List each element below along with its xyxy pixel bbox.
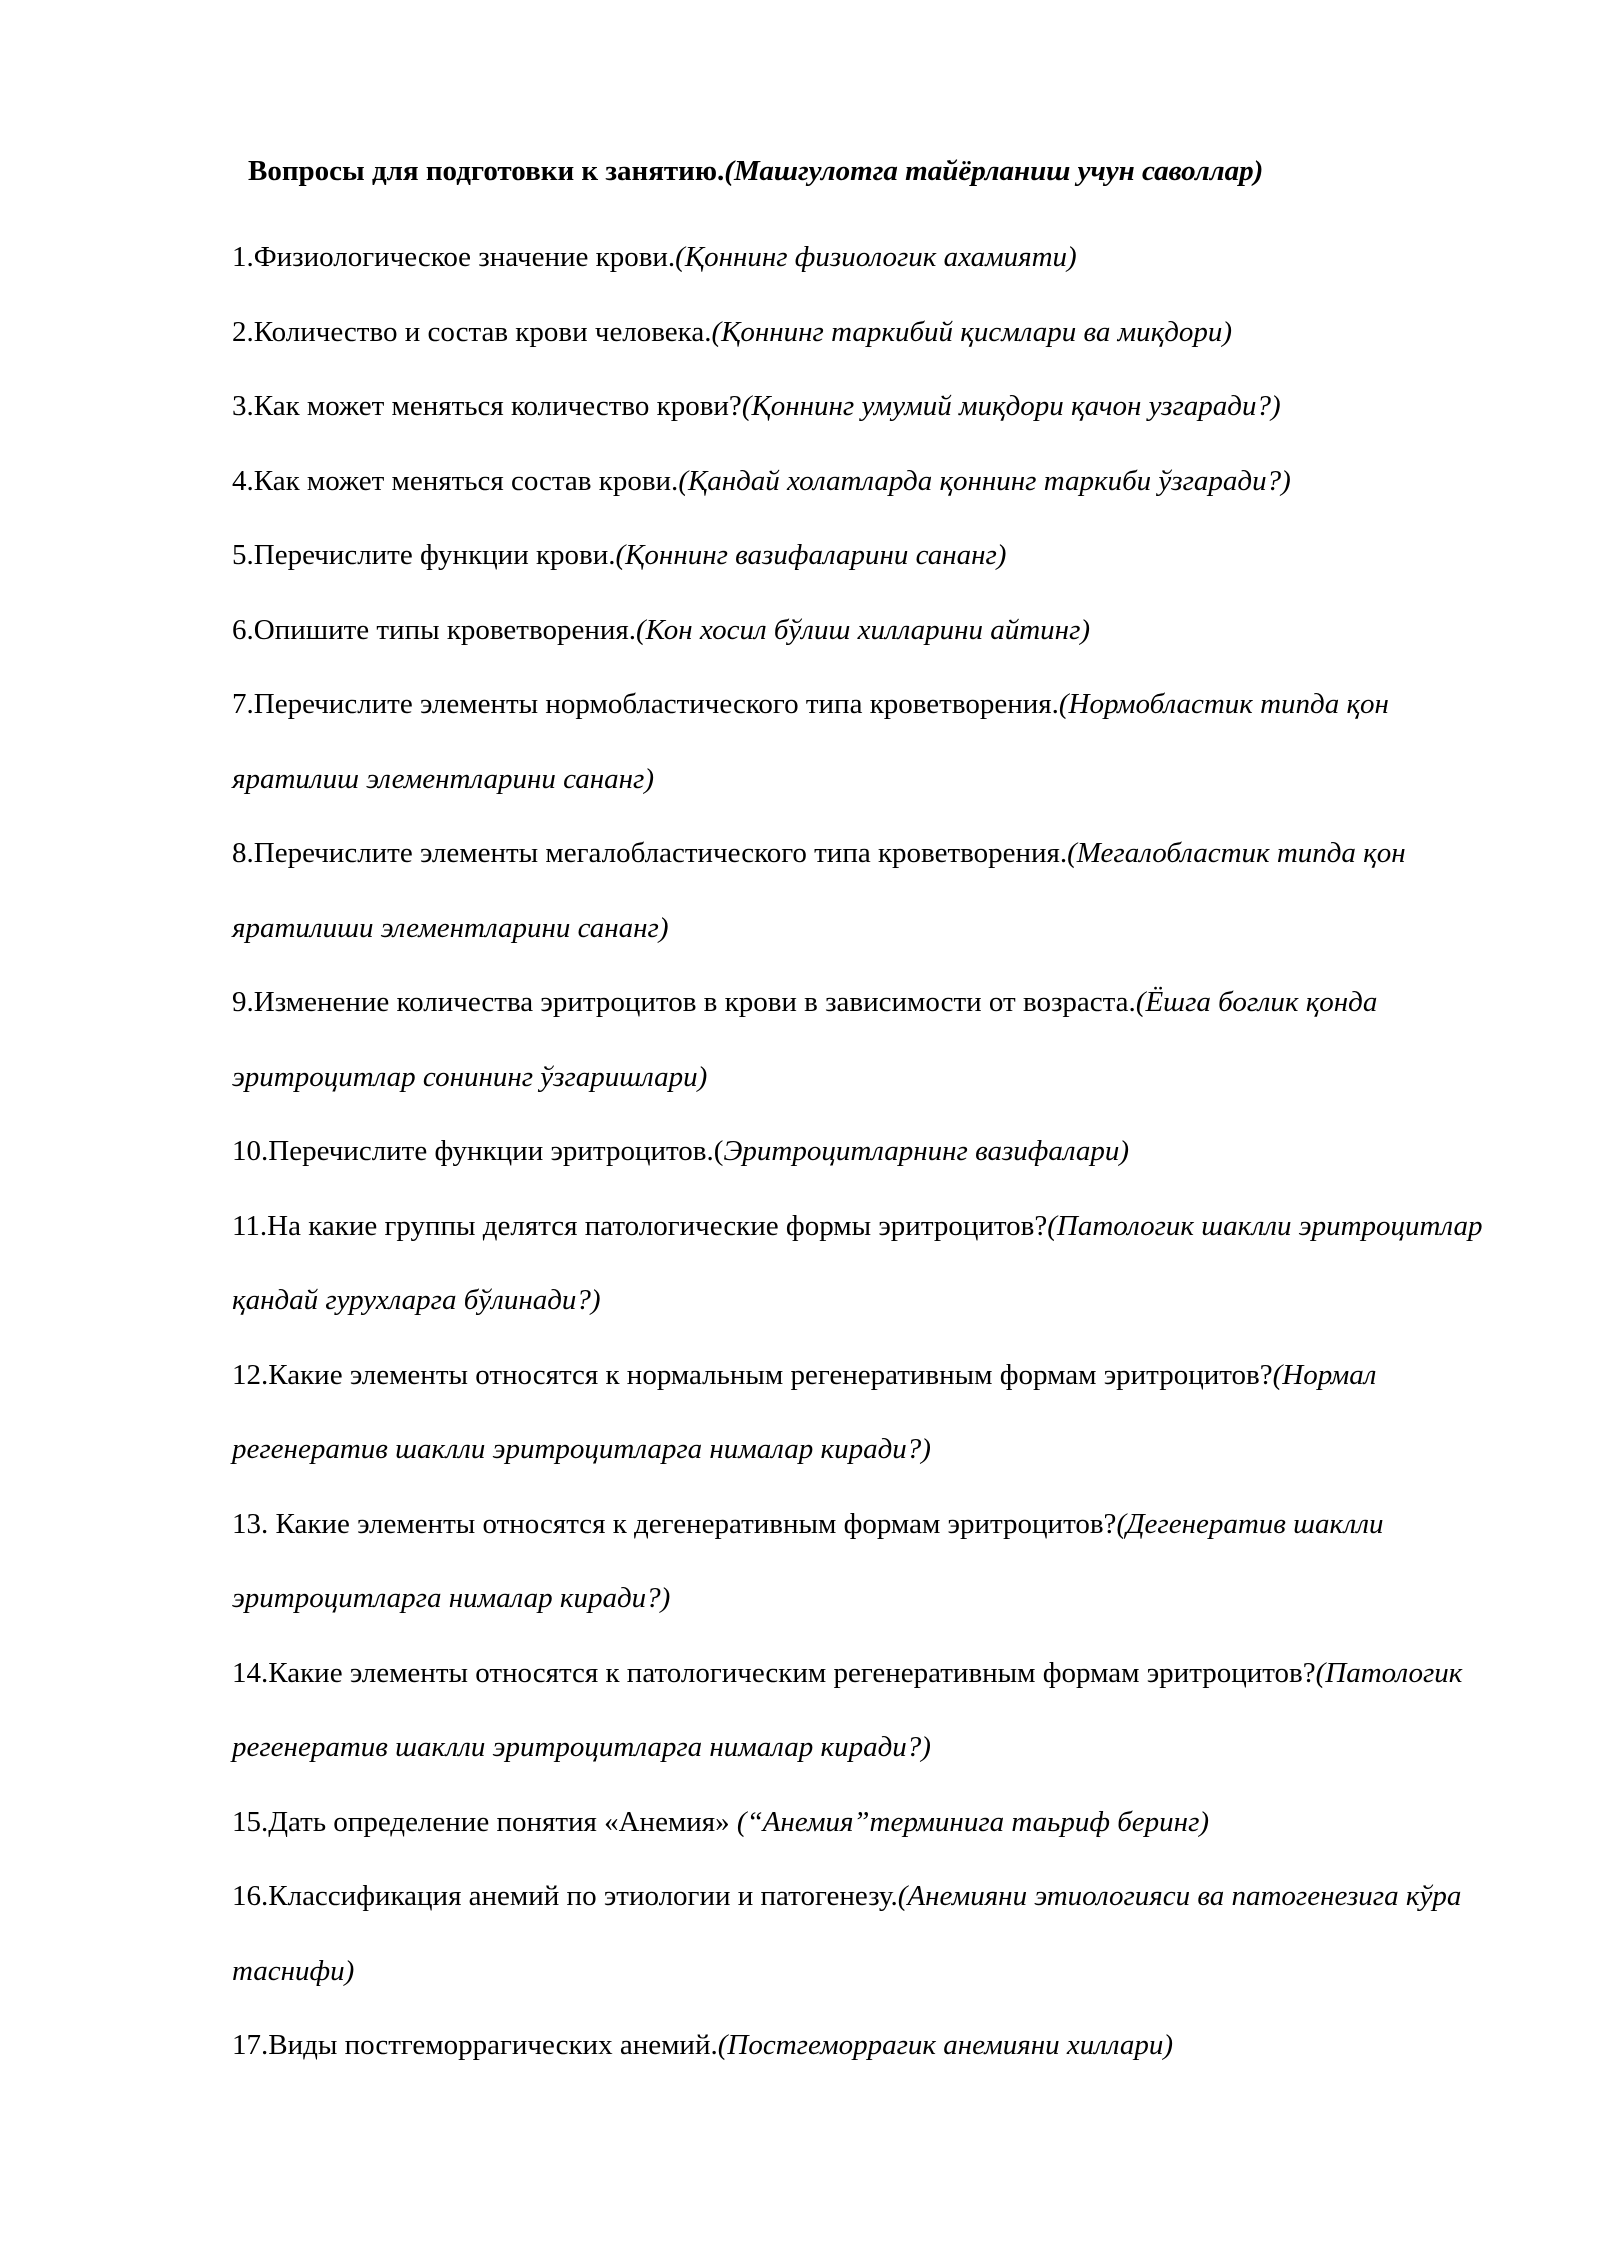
question-item — [232, 1859, 1500, 2008]
question-item — [232, 1189, 1500, 1338]
question-text: 7.Перечислите элементы нормобластического типа кроветворения. — [232, 688, 1059, 720]
question-text: 14.Какие элементы относятся к патологическим регенеративным формам эритроцитов? — [232, 1656, 1316, 1689]
question-translation: (Патологик регенератив шаклли эритроцитларга нималар киради?) — [232, 1656, 1463, 1763]
question-item — [232, 1785, 1500, 1860]
question-translation: (Мегалобластик типда қон яратилиши элементларини сананг) — [232, 837, 1406, 944]
question-item — [232, 518, 1500, 593]
question-text: 15.Дать определение понятия «Анемия» — [232, 1805, 737, 1838]
question-item — [232, 816, 1500, 965]
question-text: 5.Перечислите функции крови. — [232, 539, 616, 571]
question-translation: (Қоннинг умумий миқдори қачон узгаради?) — [741, 390, 1281, 422]
question-item — [232, 593, 1500, 668]
question-item — [232, 1636, 1500, 1785]
question-item — [232, 369, 1500, 444]
question-item — [232, 667, 1500, 816]
question-item — [232, 965, 1500, 1114]
question-item — [232, 295, 1500, 370]
question-item — [232, 444, 1500, 519]
question-text: 12.Какие элементы относятся к нормальным регенеративным формам эритроцитов? — [232, 1358, 1273, 1391]
question-translation: (Қоннинг физиологик ахамияти) — [675, 241, 1077, 273]
question-item — [232, 1338, 1500, 1487]
question-item — [232, 1114, 1500, 1189]
question-translation: (Кон хосил бўлиш хилларини айтинг) — [635, 613, 1091, 646]
question-text: 4.Как может меняться состав крови. — [232, 464, 679, 497]
question-item — [232, 2008, 1500, 2083]
question-translation: (Қоннинг вазифаларини сананг) — [615, 539, 1007, 571]
question-text: 16.Классификация анемий по этиологии и патогенезу. — [232, 1880, 898, 1912]
title-main: Вопросы для подготовки к занятию. — [248, 155, 725, 187]
question-text: 3.Как может меняться количество крови? — [232, 390, 742, 422]
question-item — [232, 1487, 1500, 1636]
question-text: 8.Перечислите элементы мегалобластического типа кроветворения. — [232, 837, 1068, 869]
question-translation: (Қандай холатларда қоннинг таркиби ўзгаради?) — [678, 464, 1291, 497]
question-translation: (“Анемия”терминига таьриф беринг) — [736, 1805, 1210, 1838]
question-translation: (Дегенератив шаклли эритроцитларга нималар киради?) — [232, 1507, 1384, 1614]
title-translation: (Машгулотга тайёрланиш учун саволлар) — [724, 155, 1264, 187]
question-translation: (Нормал регенератив шаклли эритроцитларга нималар киради?) — [232, 1358, 1377, 1465]
question-translation: (Постгеморрагик анемияни хиллари) — [717, 2029, 1174, 2061]
question-text: 2.Количество и состав крови человека. — [232, 315, 712, 348]
question-translation: Эритроцитларнинг вазифалари) — [723, 1135, 1130, 1167]
question-text: 6.Опишите типы кроветворения. — [232, 613, 636, 646]
question-translation: (Нормобластик типда қон яратилиш элементларини сананг) — [232, 688, 1389, 795]
question-list — [232, 220, 1500, 2083]
question-text: 17.Виды постгеморрагических анемий. — [232, 2029, 718, 2061]
question-text: 10.Перечислите функции эритроцитов.( — [232, 1135, 724, 1167]
question-text: 11.На какие группы делятся патологические формы эритроцитов? — [232, 1209, 1048, 1242]
question-translation: (Анемияни этиологияси ва патогенезига кўра таснифи) — [232, 1880, 1462, 1987]
question-text: 13. Какие элементы относятся к дегенеративным формам эритроцитов? — [232, 1507, 1117, 1540]
question-translation: (Ёшга боглик қонда эритроцитлар сонининг ўзгаришлари) — [232, 986, 1378, 1093]
question-item — [232, 220, 1500, 295]
question-translation: (Қоннинг таркибий қисмлари ва миқдори) — [711, 315, 1233, 348]
question-text: 9.Изменение количества эритроцитов в крови в зависимости от возраста. — [232, 986, 1136, 1018]
question-translation: (Патологик шаклли эритроцитлар қандай гурухларга бўлинади?) — [232, 1209, 1483, 1316]
page-title — [248, 146, 1263, 196]
question-text: 1.Физиологическое значение крови. — [232, 241, 676, 273]
